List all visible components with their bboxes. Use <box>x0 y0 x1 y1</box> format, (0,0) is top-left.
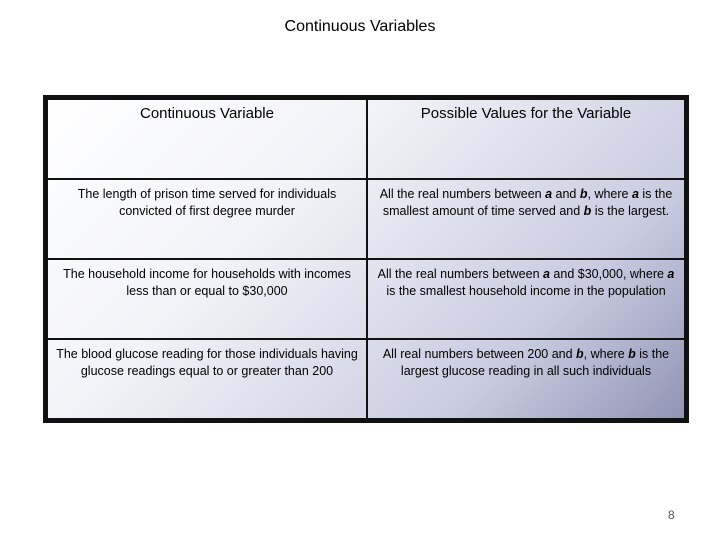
values-text: and <box>552 187 580 201</box>
variable-b: b <box>628 347 636 361</box>
slide-title: Continuous Variables <box>284 18 436 35</box>
variable-b: b <box>576 347 584 361</box>
table-background <box>46 98 686 419</box>
variable-b: b <box>579 187 588 201</box>
table-row <box>47 259 685 339</box>
values-text: All real numbers between 200 and <box>382 347 577 361</box>
values-text: is the smallest household income in the population <box>386 284 666 298</box>
values-text: is the smallest amount of time served and <box>382 187 673 218</box>
variables-table <box>46 98 686 420</box>
variable-a: a <box>667 267 675 281</box>
variable-cell: The length of prison time served for individuals convicted of first degree murder <box>47 179 367 259</box>
table-row <box>47 339 685 419</box>
variable-b: b <box>583 204 592 218</box>
values-text: is the largest. <box>591 204 670 218</box>
variable-a: a <box>631 187 639 201</box>
page-number: 8 <box>668 508 675 522</box>
values-text: All the real numbers between <box>377 267 543 281</box>
values-text: All the real numbers between <box>379 187 546 201</box>
variable-a: a <box>543 267 550 281</box>
values-text: , where <box>583 347 629 361</box>
values-cell <box>367 339 685 419</box>
variable-a: a <box>545 187 553 201</box>
values-text: is the largest glucose reading in all such individuals <box>400 347 670 378</box>
header-continuous-variable: Continuous Variable <box>47 99 367 179</box>
variable-cell: The blood glucose reading for those individuals having glucose readings equal to or greater than 200 <box>47 339 367 419</box>
variable-cell: The household income for households with incomes less than or equal to $30,000 <box>47 259 367 339</box>
table-frame <box>43 95 689 423</box>
table-header-row <box>47 99 685 179</box>
table-row <box>47 179 685 259</box>
values-text: , where <box>587 187 632 201</box>
values-cell <box>367 259 685 339</box>
values-text: and $30,000, where <box>549 267 668 281</box>
values-cell <box>367 179 685 259</box>
header-possible-values: Possible Values for the Variable <box>367 99 685 179</box>
